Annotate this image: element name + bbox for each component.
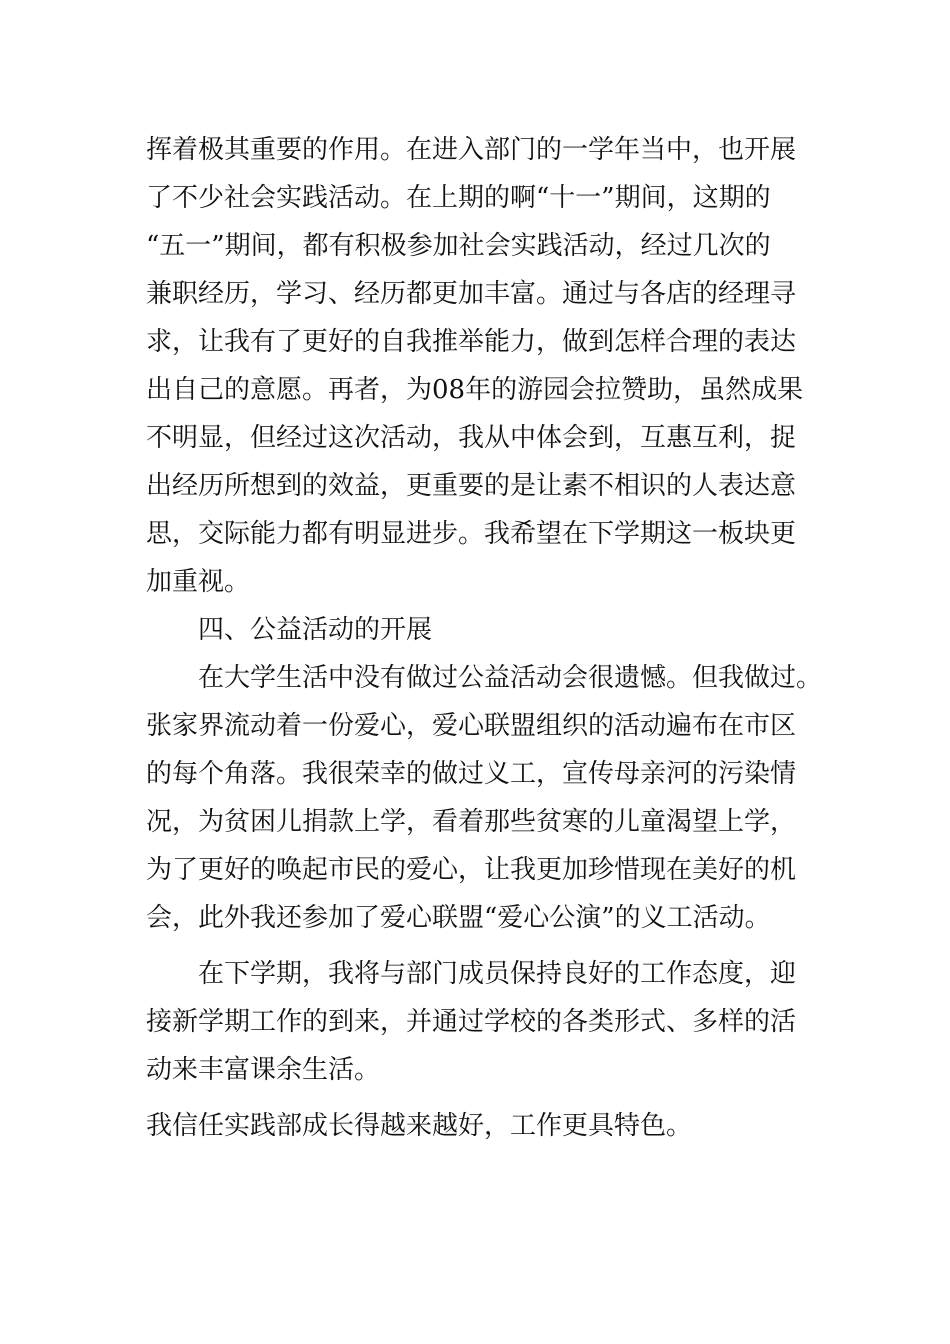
text-line: 求，让我有了更好的自我推举能力，做到怎样合理的表达 bbox=[146, 327, 797, 357]
text-line: 在大学生活中没有做过公益活动会很遗憾。但我做过。 bbox=[198, 663, 823, 693]
text-line: 的每个角落。我很荣幸的做过义工，宣传母亲河的污染情 bbox=[146, 759, 797, 789]
text-line: 张家界流动着一份爱心，爱心联盟组织的活动遍布在市区 bbox=[146, 711, 797, 741]
text-line: 出经历所想到的效益，更重要的是让素不相识的人表达意 bbox=[146, 471, 797, 501]
text-line: 思，交际能力都有明显进步。我希望在下学期这一板块更 bbox=[146, 519, 797, 549]
text-line: 不明显，但经过这次活动，我从中体会到，互惠互利，捉 bbox=[146, 423, 797, 453]
text-line: 我信任实践部成长得越来越好，工作更具特色。 bbox=[146, 1111, 693, 1141]
text-line: 加重视。 bbox=[146, 567, 251, 597]
text-line: 出自己的意愿。再者，为08年的游园会拉赞助，虽然成果 bbox=[146, 375, 804, 405]
text-line: 兼职经历，学习、经历都更加丰富。通过与各店的经理寻 bbox=[146, 279, 797, 309]
text-line: 况，为贫困儿捐款上学，看着那些贫寒的儿童渴望上学， bbox=[146, 807, 797, 837]
text-line: 会，此外我还参加了爱心联盟“爱心公演”的义工活动。 bbox=[146, 903, 771, 933]
text-line: 接新学期工作的到来，并通过学校的各类形式、多样的活 bbox=[146, 1007, 797, 1037]
text-line: 挥着极其重要的作用。在进入部门的一学年当中，也开展 bbox=[146, 135, 797, 165]
text-line: “五一”期间，都有积极参加社会实践活动，经过几次的 bbox=[146, 231, 771, 261]
section-heading: 四、公益活动的开展 bbox=[198, 615, 433, 645]
text-line: 动来丰富课余生活。 bbox=[146, 1055, 381, 1085]
text-line: 了不少社会实践活动。在上期的啊“十一”期间，这期的 bbox=[146, 183, 771, 213]
text-line: 在下学期，我将与部门成员保持良好的工作态度，迎 bbox=[198, 959, 797, 989]
text-line: 为了更好的唤起市民的爱心，让我更加珍惜现在美好的机 bbox=[146, 855, 797, 885]
